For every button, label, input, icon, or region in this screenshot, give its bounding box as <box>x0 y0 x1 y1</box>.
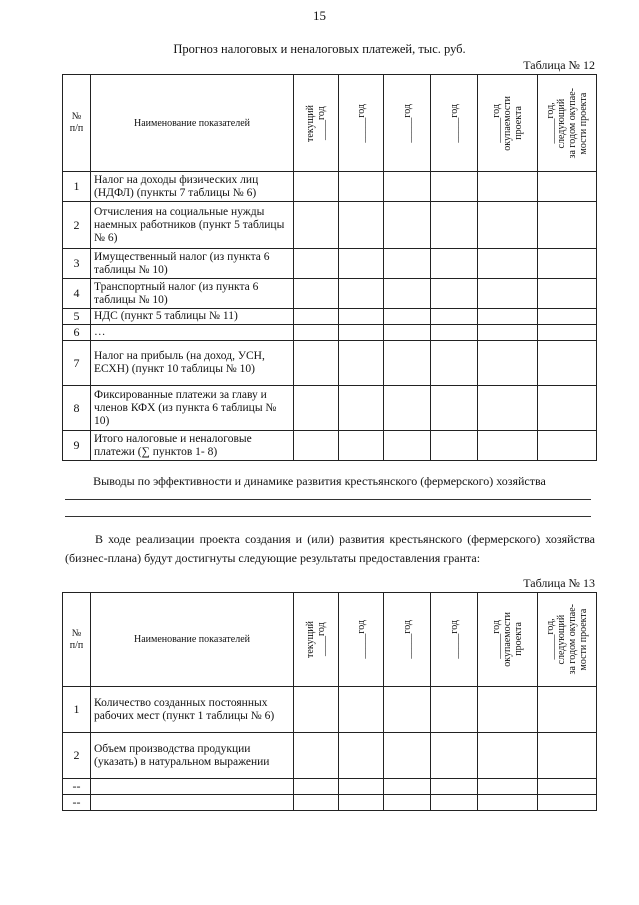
table-row <box>63 172 597 202</box>
value-cell <box>478 172 538 202</box>
page-number: 15 <box>313 8 326 23</box>
table-row <box>63 431 597 461</box>
row-num: 3 <box>63 249 91 279</box>
answer-line-1 <box>65 499 591 500</box>
col-header-name: Наименование показателей <box>91 75 294 172</box>
row-name: Количество созданных постоянных рабочих мест (пункт 1 таблицы № 6) <box>91 687 294 733</box>
value-cell <box>538 341 597 386</box>
table-row <box>63 687 597 733</box>
value-cell <box>538 795 597 811</box>
value-cell <box>431 249 478 279</box>
value-cell <box>384 249 431 279</box>
value-cell <box>294 279 339 309</box>
value-cell <box>431 733 478 779</box>
value-cell <box>538 249 597 279</box>
row-name: Фиксированные платежи за главу и членов КФХ (из пункта 6 таблицы № 10) <box>91 386 294 431</box>
row-name: Налог на прибыль (на доход, УСН, ЕСХН) (пункт 10 таблицы № 10) <box>91 341 294 386</box>
value-cell <box>384 386 431 431</box>
row-num: 9 <box>63 431 91 461</box>
value-cell <box>478 341 538 386</box>
value-cell <box>294 249 339 279</box>
value-cell <box>538 779 597 795</box>
table-row <box>63 309 597 325</box>
value-cell <box>431 309 478 325</box>
value-cell <box>538 733 597 779</box>
row-num: 2 <box>63 733 91 779</box>
col-header-year-3: _____год <box>384 75 431 172</box>
col-header-year-after-payback: _____год, следующий за годом окупае- мости проекта <box>538 75 597 172</box>
value-cell <box>384 172 431 202</box>
value-cell <box>384 687 431 733</box>
value-cell <box>538 309 597 325</box>
row-name: Объем производства продукции (указать) в натуральном выражении <box>91 733 294 779</box>
col-header-year-2: _____год <box>339 593 384 687</box>
section-title: Прогноз налоговых и неналоговых платежей, тыс. руб. <box>173 42 466 56</box>
table-row <box>63 279 597 309</box>
value-cell <box>478 431 538 461</box>
row-name <box>91 795 294 811</box>
row-name: Транспортный налог (из пункта 6 таблицы № 10) <box>91 279 294 309</box>
value-cell <box>538 687 597 733</box>
value-cell <box>384 325 431 341</box>
value-cell <box>339 795 384 811</box>
value-cell <box>294 795 339 811</box>
value-cell <box>384 309 431 325</box>
row-num: 1 <box>63 687 91 733</box>
col-header-num: № п/п <box>63 75 91 172</box>
value-cell <box>339 733 384 779</box>
row-num: 4 <box>63 279 91 309</box>
value-cell <box>294 779 339 795</box>
table-13-header <box>63 593 597 687</box>
value-cell <box>294 386 339 431</box>
table-row <box>63 341 597 386</box>
value-cell <box>384 733 431 779</box>
row-num: 2 <box>63 202 91 249</box>
value-cell <box>431 172 478 202</box>
results-paragraph: В ходе реализации проекта создания и (или) развития крестьянского (фермерского) хозяйства (бизнес-плана) будут достигнуты следующие результаты предоставления гранта: <box>65 532 595 565</box>
table-row <box>63 386 597 431</box>
value-cell <box>384 431 431 461</box>
table-row <box>63 795 597 811</box>
row-num: 6 <box>63 325 91 341</box>
value-cell <box>478 309 538 325</box>
col-header-payback-year: _____год окупаемости проекта <box>478 593 538 687</box>
row-name: Имущественный налог (из пункта 6 таблицы № 10) <box>91 249 294 279</box>
row-name: Налог на доходы физических лиц (НДФЛ) (пункты 7 таблицы № 6) <box>91 172 294 202</box>
value-cell <box>294 687 339 733</box>
value-cell <box>339 172 384 202</box>
row-num: 7 <box>63 341 91 386</box>
value-cell <box>294 172 339 202</box>
value-cell <box>294 341 339 386</box>
row-num: -- <box>63 795 91 811</box>
row-num: 8 <box>63 386 91 431</box>
value-cell <box>339 309 384 325</box>
value-cell <box>431 431 478 461</box>
value-cell <box>431 779 478 795</box>
table-13 <box>62 592 597 811</box>
value-cell <box>384 279 431 309</box>
col-header-name: Наименование показателей <box>91 593 294 687</box>
value-cell <box>339 249 384 279</box>
value-cell <box>294 309 339 325</box>
row-name: Итого налоговые и неналоговые платежи (∑ пунктов 1- 8) <box>91 431 294 461</box>
value-cell <box>431 386 478 431</box>
col-header-year-after-payback: _____год, следующий за годом окупае- мости проекта <box>538 593 597 687</box>
row-num: -- <box>63 779 91 795</box>
value-cell <box>478 249 538 279</box>
conclusion-heading: Выводы по эффективности и динамике развития крестьянского (фермерского) хозяйства <box>93 474 546 488</box>
value-cell <box>478 687 538 733</box>
value-cell <box>384 341 431 386</box>
value-cell <box>478 325 538 341</box>
col-header-num: № п/п <box>63 593 91 687</box>
row-name: … <box>91 325 294 341</box>
value-cell <box>339 687 384 733</box>
answer-line-2 <box>65 516 591 517</box>
value-cell <box>294 202 339 249</box>
value-cell <box>431 202 478 249</box>
col-header-year-4: _____год <box>431 593 478 687</box>
col-header-year-4: _____год <box>431 75 478 172</box>
value-cell <box>294 733 339 779</box>
row-num: 5 <box>63 309 91 325</box>
value-cell <box>384 795 431 811</box>
table-13-label: Таблица № 13 <box>523 576 595 590</box>
value-cell <box>339 779 384 795</box>
value-cell <box>538 386 597 431</box>
value-cell <box>294 431 339 461</box>
value-cell <box>431 279 478 309</box>
table-row <box>63 733 597 779</box>
value-cell <box>478 386 538 431</box>
table-12-label: Таблица № 12 <box>523 58 595 72</box>
row-num: 1 <box>63 172 91 202</box>
value-cell <box>294 325 339 341</box>
table-12-header <box>63 75 597 172</box>
row-name <box>91 779 294 795</box>
col-header-payback-year: _____год окупаемости проекта <box>478 75 538 172</box>
value-cell <box>538 325 597 341</box>
value-cell <box>478 202 538 249</box>
table-row <box>63 779 597 795</box>
value-cell <box>538 279 597 309</box>
value-cell <box>431 687 478 733</box>
row-name: Отчисления на социальные нужды наемных работников (пункт 5 таблицы № 6) <box>91 202 294 249</box>
value-cell <box>384 779 431 795</box>
value-cell <box>431 795 478 811</box>
value-cell <box>339 202 384 249</box>
value-cell <box>538 431 597 461</box>
col-header-current-year: текущий ____год <box>294 75 339 172</box>
value-cell <box>431 325 478 341</box>
table-row <box>63 202 597 249</box>
value-cell <box>339 386 384 431</box>
col-header-year-2: _____год <box>339 75 384 172</box>
value-cell <box>339 325 384 341</box>
value-cell <box>478 279 538 309</box>
value-cell <box>478 733 538 779</box>
value-cell <box>478 795 538 811</box>
row-name: НДС (пункт 5 таблицы № 11) <box>91 309 294 325</box>
value-cell <box>339 431 384 461</box>
value-cell <box>538 202 597 249</box>
col-header-current-year: текущий ____год <box>294 593 339 687</box>
table-row <box>63 325 597 341</box>
value-cell <box>339 279 384 309</box>
value-cell <box>431 341 478 386</box>
value-cell <box>384 202 431 249</box>
table-12 <box>62 74 597 461</box>
table-row <box>63 249 597 279</box>
value-cell <box>478 779 538 795</box>
value-cell <box>538 172 597 202</box>
value-cell <box>339 341 384 386</box>
col-header-year-3: _____год <box>384 593 431 687</box>
